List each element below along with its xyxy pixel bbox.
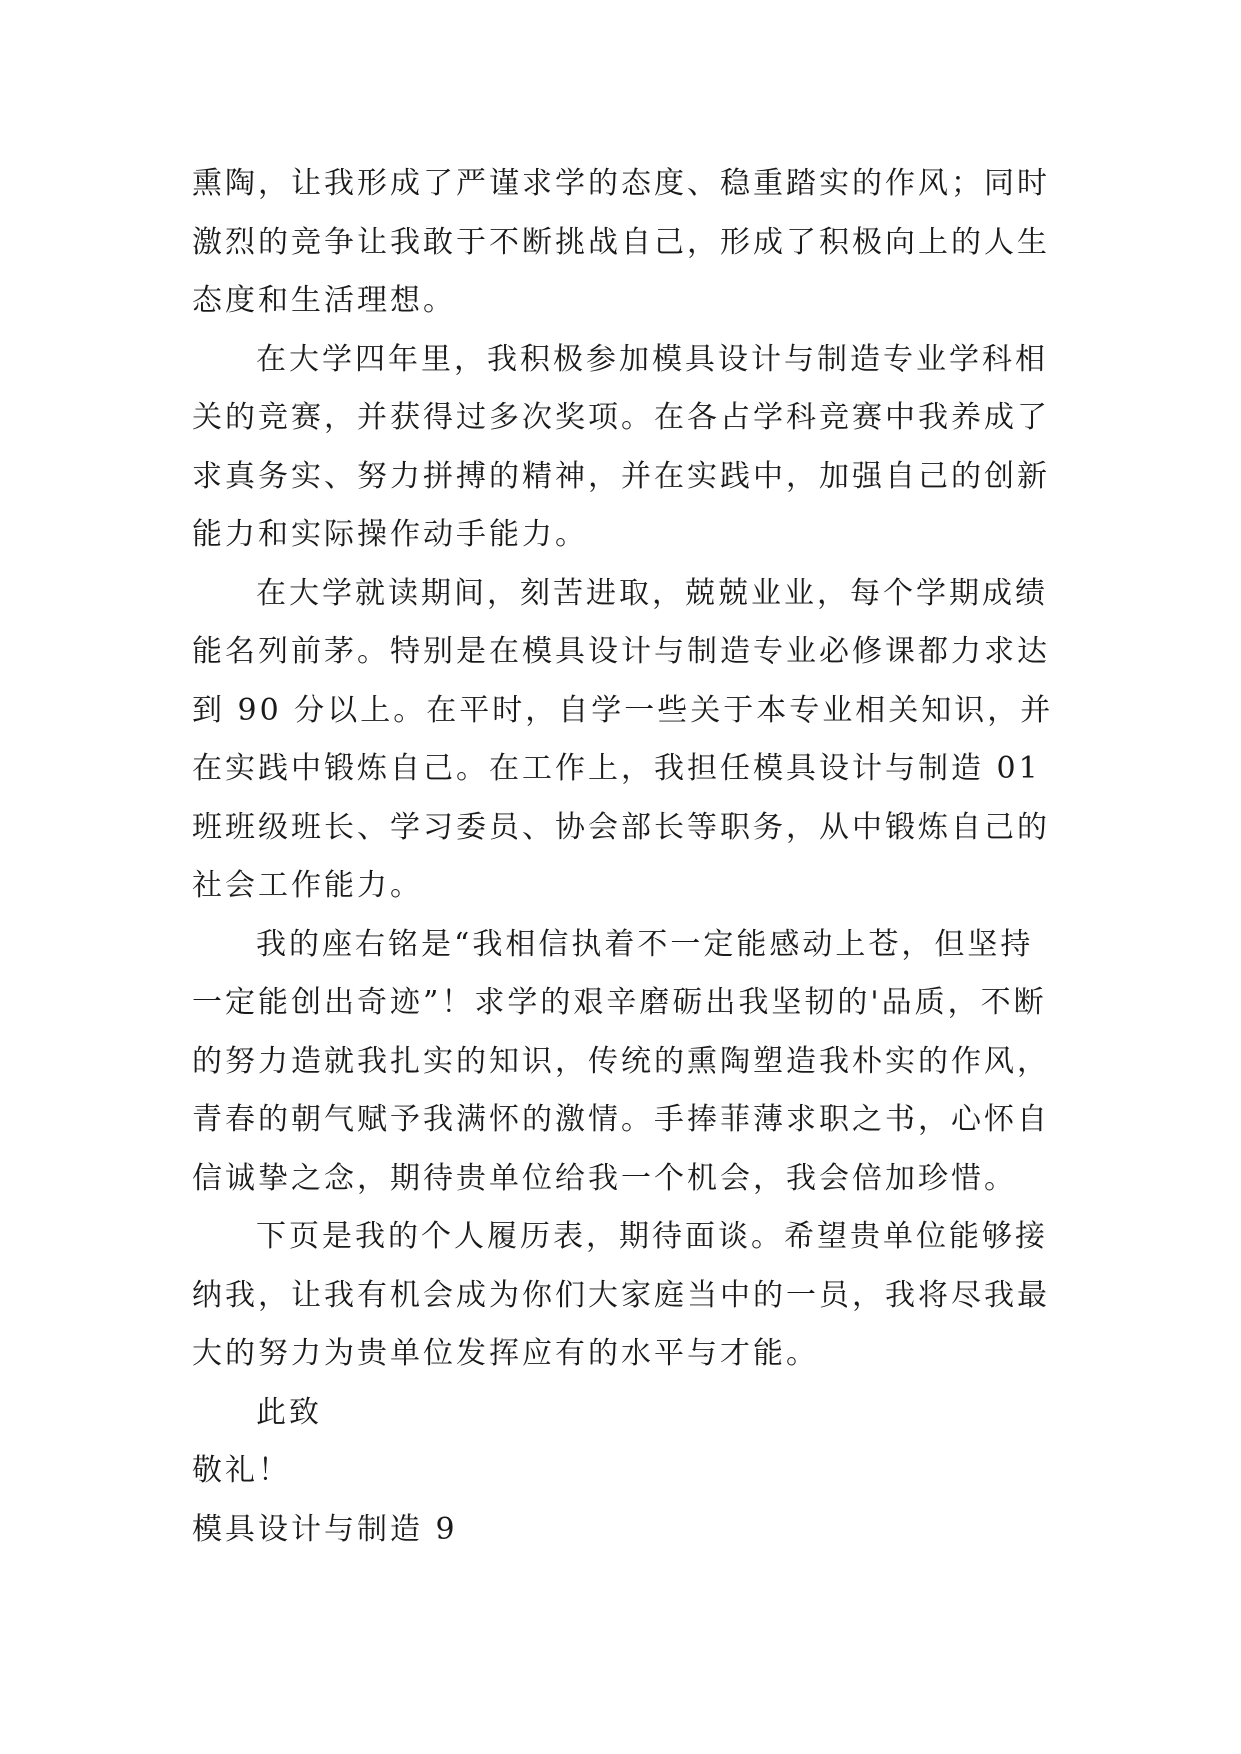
closing-salutation: 此致 [256, 1394, 322, 1430]
paragraph-first-line: 我的座右铭是“我相信执着不一定能感动上苍，但坚持 [256, 926, 1034, 962]
text-line: 一定能创出奇迹”！求学的艰辛磨砺出我坚韧的'品质，不断 [192, 985, 1047, 1020]
text-line: 能力和实际操作动手能力。 [192, 517, 588, 552]
text-line: 纳我，让我有机会成为你们大家庭当中的一员，我将尽我最 [192, 1277, 1050, 1313]
text-line: 的努力造就我扎实的知识，传统的熏陶塑造我朴实的作风， [192, 1043, 1050, 1079]
closing-regards: 敬礼！ [192, 1453, 291, 1488]
paragraph-first-line: 在大学四年里，我积极参加模具设计与制造专业学科相 [256, 341, 1048, 377]
paragraph-first-line: 在大学就读期间，刻苦进取，兢兢业业，每个学期成绩 [256, 575, 1048, 611]
text-line: 在实践中锻炼自己。在工作上，我担任模具设计与制造 01 [192, 751, 1041, 786]
text-line: 激烈的竞争让我敢于不断挑战自己，形成了积极向上的人生 [192, 224, 1050, 260]
text-line: 大的努力为贵单位发挥应有的水平与才能。 [192, 1336, 819, 1371]
signature-line: 模具设计与制造 9 [192, 1511, 458, 1547]
text-line: 信诚挚之念，期待贵单位给我一个机会，我会倍加珍惜。 [192, 1160, 1017, 1196]
text-line: 能名列前茅。特别是在模具设计与制造专业必修课都力求达 [192, 634, 1050, 669]
text-line: 班班级班长、学习委员、协会部长等职务，从中锻炼自己的 [192, 809, 1050, 845]
text-line: 青春的朝气赋予我满怀的激情。手捧菲薄求职之书，心怀自 [192, 1102, 1050, 1137]
paragraph-first-line: 下页是我的个人履历表，期待面谈。希望贵单位能够接 [256, 1219, 1048, 1254]
text-line: 求真务实、努力拼搏的精神，并在实践中，加强自己的创新 [192, 458, 1050, 494]
text-line: 态度和生活理想。 [192, 283, 456, 318]
text-line: 关的竞赛，并获得过多次奖项。在各占学科竞赛中我养成了 [192, 400, 1050, 435]
text-line: 社会工作能力。 [192, 868, 423, 903]
text-line: 熏陶，让我形成了严谨求学的态度、稳重踏实的作风；同时 [192, 166, 1050, 201]
text-line: 到 90 分以上。在平时，自学一些关于本专业相关知识，并 [192, 692, 1054, 728]
letter-body [192, 155, 1064, 1559]
